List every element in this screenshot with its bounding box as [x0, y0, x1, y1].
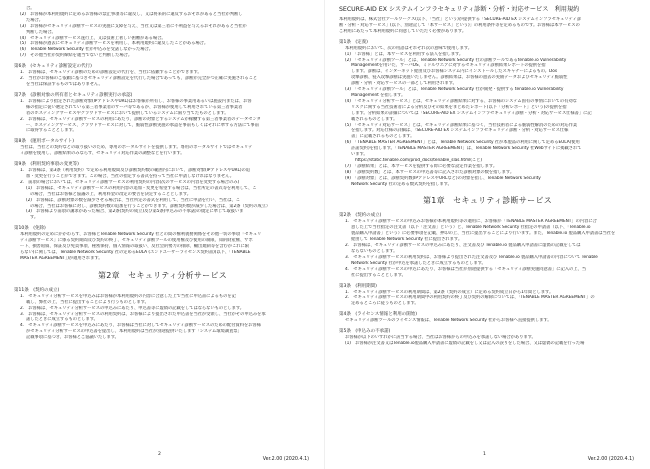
article-11-heading: 第11条 (契約の成立) — [14, 287, 60, 293]
version-left: Ver.2.00 (2020.4.1) — [262, 457, 309, 462]
text-line: 4. セキュリティ診断サービスの申込にあたり、お客様は当社が別途提供する「セキュリティ診断実施同意書」に記入の上、当 — [345, 266, 586, 272]
page-right — [325, 0, 650, 469]
text-line: 3. お客様は、セキュリティ分析サービスの利用契約は、お客様により提出された申込書を当社が受領し、当社がその申込みを承 — [20, 311, 266, 317]
text-line: (3) 「セキュリティ診断ツール」とは、Tenable Network Security 社が開発・提供する tenable.io Vulnerability — [345, 87, 564, 93]
text-line: 載し、弊社の上、当社に提出することにより行うものとします。 — [26, 299, 149, 305]
text-line: 診断・分析・対応サービスの一部として利用されます。 — [351, 81, 457, 87]
text-line: (2) お客様は、診断対象の数を減少させる場合は、当社所定の書式を利用して、当社に申請を行い、当社は、こ — [26, 197, 240, 203]
article-4-body — [339, 318, 636, 324]
text-line: 2. 前項の場合においては、セキュリティ診断サービスの利用契約の内容(次のサービスの内容を変更する場合のみ) — [20, 179, 240, 185]
text-line: (1) お客様は、セキュリティ診断サービスの利用内容の追加・変更を希望する場合は、当社所定の書式等を利用して、こ — [26, 185, 257, 191]
text-line: (3) お客様がセキュリティ診断サービスの実施に支障を与え、当社又は第三者に不利益を与えるおそれがあると当社が — [20, 23, 247, 29]
chapter-2-title: 第2章 セキュリティ分析サービス — [97, 270, 228, 280]
text-line: Management を指します。 — [351, 92, 406, 98]
text-line: 載されるものとします。 — [351, 116, 398, 122]
text-line: セキュリティ診断ツールのライセンス情報は、Tenable Network Security 社からお客様へ直接提供します。 — [345, 318, 552, 324]
text-line: を当社は保証するものではありません。 — [26, 81, 103, 87]
article-4-heading: 第4条 (ライセンス情報と利用の開始) — [339, 312, 417, 318]
text-line: (3) お客様より前項の講求があった場合、第2条(契約の成立)及び第5条(申込みの不承諾)の規定に準じて取扱いま — [26, 209, 244, 215]
text-line: がセキュリティ分析サービスの申込書を提出し、本利用規約は当社が別途提供いたします「システム環境調査票」 — [26, 329, 242, 335]
text-line: 本利用規約において、次の用語はそれぞれ次の意味で使用します。 — [345, 45, 472, 51]
text-line: 意した上で当社指定の注文書（以下「注文書」という）と、Tenable Network Security 社指定の申請書（以下、「Tenable.io — [351, 225, 591, 231]
article-1-body — [339, 46, 636, 188]
text-line: (2) 「セキュリティ診断ツール」とは、Tenable Network Security 社の診断ツールであるtenable.io Vulnerability — [345, 57, 567, 63]
text-line: (2) お客様が本利用規約に定めるお客様の禁止事項等に違反し、又は将来的に違反するおそれがあると当社が判断し — [20, 11, 243, 17]
text-line: 定めるところに従うものとします。 — [351, 301, 419, 307]
article-3-heading: 第3条 (利用期間) — [339, 283, 377, 289]
article-9-body — [14, 168, 311, 221]
text-line: します。分析結果の詳細については「SECURE-AID EX システムインフラセキュリティ診断・分析・対応サービス仕様書」に記 — [351, 110, 592, 116]
text-line: (7) 「診断結果」とは、本サービスを提供する際に必要な設定作業を指します。 — [345, 163, 498, 169]
text-line: の場合、当社はお客様と協議の上、利用料金の改定の要否を決定することとします。 — [30, 191, 192, 197]
text-line: 1. セキュリティ診断サービスの申込みお客様が本利用規約等の適用に、お客様が「TENABLE MASTER AGREEMENT」の内容に合 — [345, 219, 597, 225]
text-line: します。診断は、インターネット経由及びお客様システム内にインストールしたスキャナーによるもの。Dos — [351, 69, 558, 75]
text-line: す。 — [30, 215, 39, 221]
article-5-heading: 第5条 (申込みの不承諾) — [339, 329, 391, 335]
text-line: 製品購入申請書」という）に必要事項を記載、押印の上、当社に提出することにより行います。また、Tenable.io 製品購入申請書は当社を — [351, 231, 616, 237]
article-6-heading: 第6条 (セキュリティ診断設定の代行) — [14, 64, 92, 70]
text-line: ならないものとします。 — [351, 249, 398, 254]
text-line: (1) 「お客様」とは、本サービスを利用する法人を指します。 — [345, 51, 464, 57]
text-line: 書」に記載されるものとします。 — [351, 134, 415, 140]
article-7-heading: 第7条 (診断対象の所有者とセキュリティ診断実行の承認) — [14, 92, 133, 98]
text-line: 断・分析・対応サービス」(以下、別途記して「本サービス」という)」の利用条件等を定めるものです。お客様は本サービスの — [339, 22, 580, 28]
article-2-heading: 第2条 (契約の成立) — [339, 213, 382, 219]
document-title: SECURE-AID EX システムインフラセキュリティ診断・分析・対応サービス 利用規約 — [339, 6, 580, 13]
text-line: ート、損害賠償、保証及び免責事項、秘密保持、個人情報の取扱い、反社会的勢力の排除、輸出規制等を含むがこれに限 — [20, 244, 249, 250]
text-line: 4. セキュリティ診断サービスを申込みにあたり、お客様は当社に対してセキュリティ診断サービスのための配付資料をお客様 — [20, 323, 261, 329]
text-line: ティ診断サービス」に係る契約期間及び契約の終了、セキュリティ診断ツールの使用権及び使用の制限、知的財産権、サポ — [20, 238, 253, 244]
chapter-1-title: 第1章 セキュリティ診断サービス — [422, 196, 553, 206]
text-line: 2. 当社がお客様のご依頼に基づきセキュリティ診断設定を代行した場合であっても、診断が完全かつ正確に実施されること — [20, 76, 258, 82]
text-line: 当社は、当社との契約などの取り扱いのため、専用のポータルサイトを提供します。専用のポータルサイトではセキュリテ — [20, 145, 253, 151]
text-line: 1. お客様により指定された診断対象(IPアドレスやURL)はお客様が所有し、お客様の事業用あるいは施設内または、お客 — [20, 98, 252, 104]
text-line: 3. セキュリティ診断サービスの利用契約は、お客様より提出された注文書及び Tenable.io 製品購入申請書の内容について Tenable — [345, 254, 598, 260]
text-line: (5) お客様が過去にセキュリティ診断サービスを利用し、本利用規約に違反したことがある場合。 — [20, 41, 209, 47]
text-line: Managementを用いた、サーバOS、ミドルウエアに対するセキュリティ診断結果レポートの提供を指 — [351, 63, 546, 69]
text-line: 本利用規約は、株式会社アールワークス(以下、「当社」という)が提供する「SECURE-AID EX システムインフラセキュリティ診 — [339, 17, 581, 22]
text-line: リスクに関する当社技術者による分析及びその結果をまとめたレポート(以下「分析レポート」という)の提供を指 — [351, 104, 567, 110]
article-10-heading: 第10条 (免除) — [14, 226, 46, 232]
text-line: (6) 「TENABLE MASTER AGREEMENT」とは、Tenable Network Security 社が本製品の利用に関して定めるEULA(使用 — [345, 140, 580, 146]
text-line: 2. お客様は、セキュリティ診断サービスの利用にあたり、診断の対象とするシステムが稼働する第三者事業者のデータセンタ — [20, 116, 261, 122]
text-line: お客様が以下のいずれかに該当する場合、当社はお客様からの申込みを承諾しない場合があります。 — [345, 335, 536, 341]
text-line: (5) 「セキュリティ対応サービス」とは、セキュリティ診断結果に基づく、当社技術者による脆弱性解消のための対応作業 — [345, 122, 578, 128]
text-line: 記載事項に基づき、お客様とご協議いたします。 — [26, 335, 119, 341]
text-line: MASTER AGREEMENT」)が適用されます。 — [20, 255, 103, 261]
page-number-left: 2 — [158, 452, 161, 457]
text-line: 1. セキュリティ分析サービスを申込みはお客様が本利用規約の内容に合意した上で当社に申込書によるものを記 — [20, 293, 236, 299]
text-line: (4) セキュリティ診断サービス遂行上、又は技術上著しい困難がある場合。 — [20, 35, 166, 41]
text-line: 1. お客様は、第3条（利用契約）で定める利用規間及び診断契約数の範囲内において、診断対象(IPアドレスやURL)の追 — [20, 168, 250, 174]
text-line: Network Security 社が申込を承諾したときに成立するものとします。 — [351, 260, 486, 266]
text-line: (8) 「診断契約数」とは、本サービスの申込書等に記入された診断対象の数を指します。 — [345, 169, 515, 175]
text-line: (1) お客様が注文書又はTenable.io製品購入申請書に虚偽の記載をし又は記入の誤りをした場合、又は虚偽の記載を行った場 — [345, 341, 585, 347]
page-number-right: 1 — [483, 452, 486, 457]
text-line: (7) その他当社が契約締結を適当でないと判断した場合。 — [20, 53, 133, 59]
article-5-body — [339, 335, 636, 347]
text-line: 判断した場合。 — [26, 29, 56, 35]
article-10-body — [14, 232, 311, 262]
article-7-body — [14, 99, 311, 134]
text-line: 諾したときに成立するものとします。 — [26, 317, 98, 323]
text-line: 1. お客様は、セキュリティ診断のための診断設定の代行を、当社に依頼することができます。 — [20, 70, 202, 76]
text-line: 者のホスティングサービスやクラウドサービスにおいて提供しているシステムに限り当てたものとします。 — [26, 110, 229, 116]
article-11-body — [14, 294, 311, 341]
text-line: https://static.tenable.com/prod_docs/tenable_slas.html(こと) — [355, 157, 483, 163]
text-line: を指します。対応仕様の詳細は、「SECURE-AID EX システムインフラセキュリティ診断・分析・対応サービス仕様 — [351, 128, 569, 134]
text-line: います。 — [351, 152, 368, 158]
text-line: 攻撃診断、侵入攻撃診断は実施いたしません。診断結果は、お客様の過去の実績データおよびセキュリティ脆弱性 — [351, 75, 568, 81]
left-top-list — [14, 6, 311, 59]
article-6-body — [14, 70, 311, 88]
text-line: ご利用にあたって本利用規約に同意していただく必要があります。 — [339, 28, 467, 34]
article-3-body — [339, 290, 636, 308]
text-line: (9) 「診断対象」とは、診断契約数(IPアドレスやURLなど)の対象を指し、Tenable Network Security — [345, 175, 541, 181]
article-9-heading: 第9条 (利用契約事項の変更等) — [14, 162, 79, 168]
version-right: Ver.2.00 (2020.4.1) — [587, 457, 634, 462]
text-line: Network Security 社の定める数式契約を指します。 — [351, 181, 452, 187]
text-line: 2. お客様は、セキュリティ分析サービスの申込みにあたり、申込書等に虚偽の記載をしてはならないものとします。 — [20, 305, 245, 311]
text-line: 加・変更を行うことができます。この場合、当社の指定する書式を持って当社に申請しなければなりません。 — [26, 174, 235, 180]
text-line: (6) Tenable Network Security 社が申込みを受諾しなかった場合。 — [20, 47, 154, 53]
text-line: の場合、当社はお客様に対し、診断契約数の追加を行うことができます。診断契約数が減少した場合は、第2条（契約の成立） — [30, 203, 271, 209]
text-line: 社に提出することとします。 — [351, 272, 406, 278]
article-8-body — [14, 145, 311, 157]
article-2-body — [339, 219, 636, 278]
text-line: 経由して Tenable Network Security 社に提出されます。 — [351, 237, 463, 243]
text-line: 様の指定に従い選定されている第三者事業者のサーバ等であるか、お客様が使用して利用されている第三者事業者 — [26, 104, 243, 110]
text-line: 許諾契約)を指します。「TENABLE MASTER AGREEMENT」は、Tenable Network Security 社Webサイトに掲載されて — [351, 146, 582, 152]
text-line: 本利用規約の定めにかかわらず、お客様とTenable Network Security 社との間の権利義務関係をその他一切の事項「セキュリ — [20, 232, 262, 238]
article-8-heading: 第8条 (運用ポータルサイト) — [14, 139, 75, 145]
article-1-heading: 第1条 (定義) — [339, 39, 368, 45]
text-line: ー、ホスティングサービス、クラウドサービスに対して、脆弱性診断実施の承認を事前もしくはそれに準ずる方法にて事前 — [26, 122, 259, 128]
text-line: に取得することとします。 — [26, 128, 77, 134]
text-line: 1. セキュリティ診断サービスの利用期間は、第2条（契約の成立）に定める契約成立日から1年間とします。 — [345, 289, 554, 295]
text-line: 2. お客様は、セキュリティ診断サービスの申込みにあたり、注文書及び Tenable.io 製品購入申請書に虚偽の記載をしては — [345, 243, 581, 249]
text-line: らない)に関しては、Tenable Network Security 社の定めるEULA (エンドユーザーライセンス契約書)(以下、「TENABLE — [20, 250, 251, 255]
text-line: 合。 — [26, 6, 35, 11]
intro-body — [339, 17, 636, 35]
text-line: ィ診断を使用し、診断結果のみならず、セキュリティ対応作業の調整などを行います。 — [20, 151, 185, 157]
text-line: 2. セキュリティ診断サービスの利用期間中の利用契約の終了及び契約の解除については、「TENABLE MASTER AGREEMENT」の — [345, 295, 595, 301]
text-line: (4) 「セキュリティ分析サービス」とは、セキュリティ診断結果に対する、お客様のシステム固有の事情においての有効な — [345, 98, 577, 104]
text-line: た場合。 — [26, 17, 43, 23]
